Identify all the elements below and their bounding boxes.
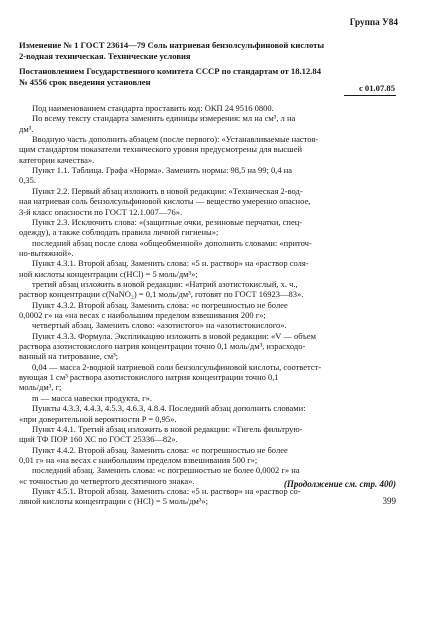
body-line: 0,04 — масса 2-водной натриевой соли бензолсульфиновой кислоты, соответст- [32,361,322,372]
body-line: 0,01 г» на «на весах с наибольшим пределом взвешивания 500 г»; [19,454,258,465]
body-line: одежду), а также соблюдать правила личной гигиены»; [19,227,219,238]
body-line: Пункты 4.3.3, 4.4.3, 4.5.3, 4.6.3, 4.8.4. Последний абзац дополнить словами: [32,403,306,414]
page-number: 399 [382,496,396,506]
decree-line-1: Постановлением Государственного комитета СССР по стандартам от 18.12.84 [19,66,322,76]
body-line: вующая 1 см³ раствора азотистокислого натрия концентрации точно 0,1 [19,372,279,383]
continuation-note: (Продолжение см. стр. 400) [283,479,396,489]
body-line: Пункт 2.3. Исключить слова: «(защитные очки, резиновые перчатки, спец- [32,216,303,227]
body-line: раствор концентрации с(NaNO₂) = 0,1 моль/дм³, готовят по ГОСТ 16923—83». [19,289,304,300]
body-line: но-вытяжной». [19,247,74,258]
body-line: «с точностью до четвертого десятичного знака». [19,475,195,486]
body-line: 0,0002 г» на «на весах с наибольшим пределом взвешивания 200 г»; [19,310,266,320]
body-line: 3-й класс опасности по ГОСТ 12.1.007—76». [19,206,183,217]
amendment-title-line-1: Изменение № 1 ГОСТ 23614—79 Соль натриевая бензолсульфиновой кислоты [19,40,325,50]
body-line: щий ТФ ПОР 160 ХС по ГОСТ 25336—82». [19,434,178,445]
effective-date: с 01.07.85 [358,83,395,93]
body-line: m — масса навески продукта, г». [32,392,152,403]
body-line: дм³. [19,123,34,134]
body-line: ванный на титрование, см³; [19,351,119,362]
body-line: четвертый абзац. Заменить слово: «азотистого» на «азотистокислого». [32,320,287,331]
body-line: Пункт 2.2. Первый абзац изложить в новой редакции: «Техническая 2-вод- [32,185,303,196]
amendment-title-line-2: 2-водная техническая. Технические условия [19,51,191,61]
body-line: Пункт 1.1. Таблица. Графа «Норма». Заменить нормы: 98,5 на 99; 0,4 на [32,165,293,176]
body-line: Пункт 4.4.1. Третий абзац изложить в новой редакции: «Тигель фильтрую- [32,423,303,434]
body-line: Вводную часть дополнить абзацем (после первого): «Устанавливаемые настоя- [32,134,319,145]
effective-date-underline [344,95,396,96]
body-line: По всему тексту стандарта заменить единицы измерения: мл на см³, л на [32,113,296,124]
body-line: «при доверительной вероятности P = 0,95». [19,413,177,424]
body-line: Пункт 4.5.1. Второй абзац. Заменить слова: «5 н. раствор» на «раствор со- [32,485,301,496]
body-line: Пункт 4.3.2. Второй абзац. Заменить слова: «с погрешностью не более [32,299,288,310]
body-line: Пункт 4.4.2. Второй абзац. Заменить слова: «с погрешностью не более [32,444,288,455]
group-label: Группа У84 [349,17,398,27]
body-line: ная натриевая соль бензолсульфиновой кислоты — вещество умеренно опасное, [19,196,311,207]
body-line: категории качества». [19,154,95,165]
body-line: последний абзац. Заменить слова: «с погрешностью не более 0,0002 г» на [32,465,300,476]
body-line: щим стандартом показатели технического уровня предусмотрены для высшей [19,144,303,155]
body-line: третий абзац изложить в новой редакции: «Натрий азотистокислый, х. ч., [32,278,298,289]
decree-line-2: № 4556 срок введения установлен [19,77,151,87]
body-line: Пункт 4.3.3. Формула. Экспликацию изложить в новой редакции: «V — объем [32,330,316,341]
body-line: ляной кислоты концентрации с (HCl) = 5 моль/дм³»; [19,496,208,507]
body-line: Под наименованием стандарта проставить код: ОКП 24 9516 0800. [32,103,274,113]
body-line: 0,35. [19,175,36,186]
body-line: последний абзац после слова «общеобменной» дополнить словами: «приточ- [32,237,312,248]
body-line: ной кислоты концентрации с(HCl) = 5 моль/дм³»; [19,268,198,279]
body-line: Пункт 4.3.1. Второй абзац. Заменить слова: «5 н. раствор» на «раствор соля- [32,258,309,269]
body-line: моль/дм³, г; [19,382,62,393]
body-line: раствора азотистокислого натрия концентрации точно 0,1 моль/дм³, израсходо- [19,341,306,352]
